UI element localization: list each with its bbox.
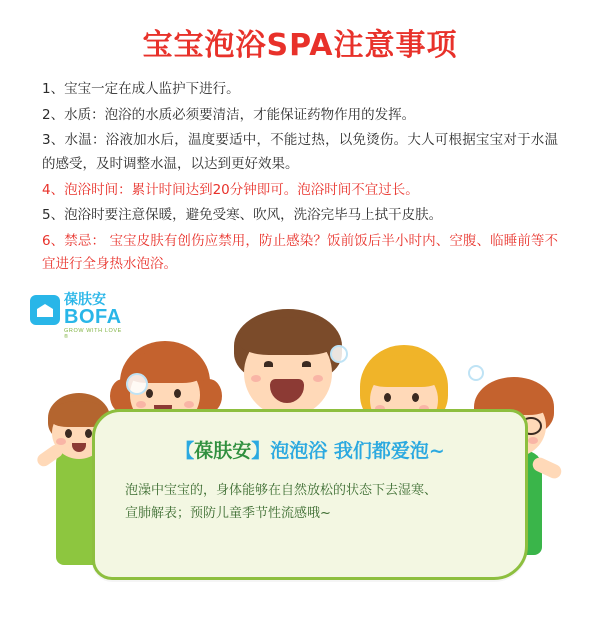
board-body-line: 宣肺解表；预防儿童季节性流感哦~ [125,506,331,522]
illustration [0,281,600,621]
bubble-decor [468,365,484,381]
logo-chinese-name: 葆肤安 [64,292,106,308]
child-cheek [184,401,194,408]
logo-english-name: BOFA [64,306,122,328]
tip-item: 4、泡浴时间：累计时间达到20分钟即可。泡浴时间不宜过长。 [42,181,419,198]
child-cheek [528,437,538,444]
bubble-decor [126,373,148,395]
child-eye [264,361,273,367]
tip-item: 6、禁忌： 宝宝皮肤有创伤应禁用，防止感染？饭前饭后半小时内、空腹、临睡前等不宜进行全身热水泡浴。 [42,232,558,273]
board-body-line: 泡澡中宝宝的，身体能够在自然放松的状态下去湿寒、 [125,483,438,498]
child-eye [174,389,181,398]
board-headline-bracket-right: 】 [251,440,271,462]
tip-item: 2、水质：泡浴的水质必须要清洁，才能保证药物作用的发挥。 [42,106,416,123]
page-title: 宝宝泡浴SPA注意事项 [142,28,458,63]
child-eye [85,429,92,438]
tip-item: 3、水温：浴液加水后，温度要适中，不能过热，以免烫伤。大人可根据宝宝对于水温的感受，及时调整水温，以达到更好效果。 [42,132,558,172]
child-cheek [136,401,146,408]
board-headline-bracket-left: 【 [175,440,195,462]
tips-list [0,70,600,277]
child-eye [65,429,72,438]
child-eye [412,393,419,402]
child-hair-fringe [240,317,336,355]
tip-item: 5、泡浴时要注意保暖，避免受寒、吹风，洗浴完毕马上拭干皮肤。 [42,207,443,224]
logo-slogan: GROW WITH LOVE ® [64,328,122,340]
house-icon [30,295,60,325]
board-headline-rest: 泡泡浴 我们都爱泡~ [270,440,445,462]
board-headline-brand: 葆肤安 [194,440,252,462]
child-eye [146,389,153,398]
child-hair-fringe [366,355,442,387]
child-cheek [251,375,261,382]
child-cheek [313,375,323,382]
message-board [92,409,528,580]
board-body [125,479,497,526]
bubble-decor [330,345,348,363]
child-cheek [56,438,66,445]
board-headline [95,436,525,463]
child-eye [302,361,311,367]
tip-item: 1、宝宝一定在成人监护下进行。 [42,81,240,97]
child-eye [384,393,391,402]
